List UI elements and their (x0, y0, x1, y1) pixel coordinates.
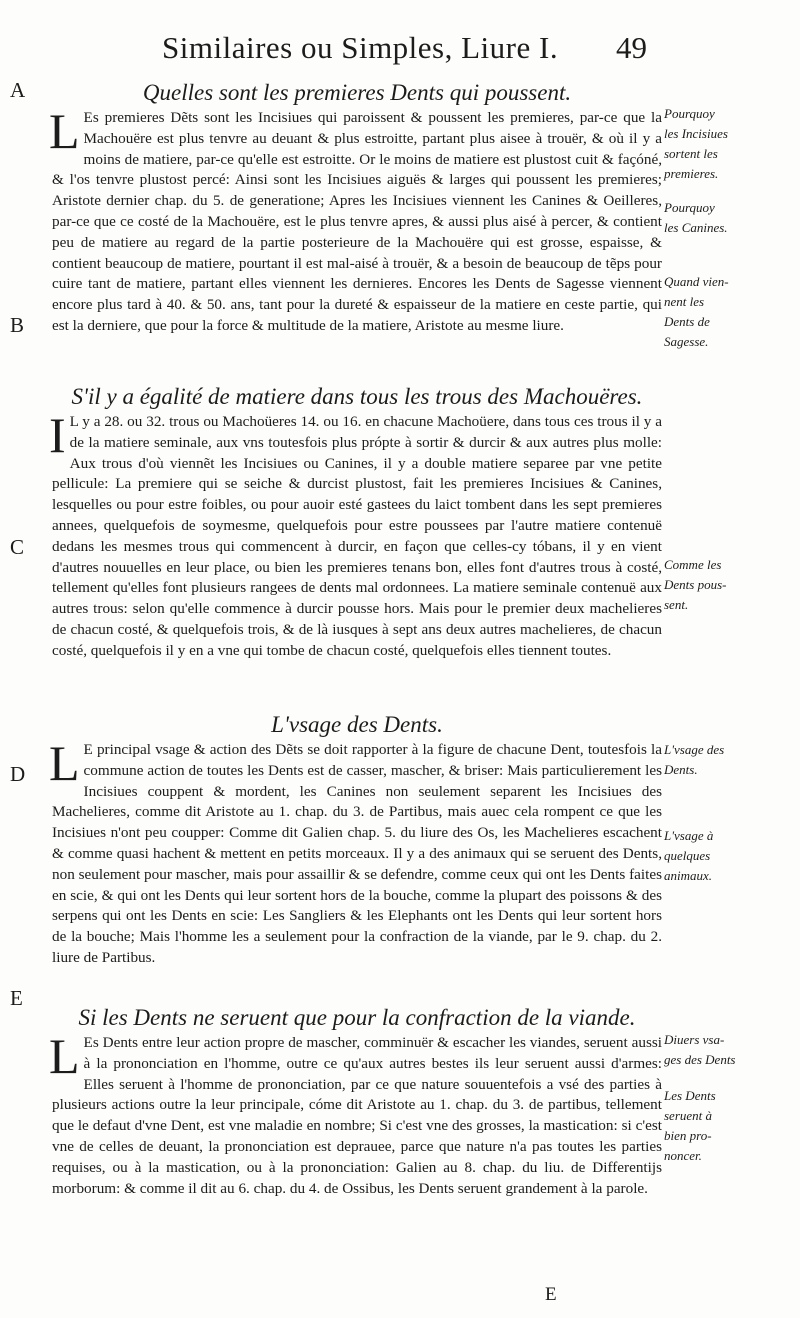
section-heading: Quelles sont les premieres Dents qui poussent. (142, 80, 572, 105)
section-heading: L'vsage des Dents. (271, 712, 443, 737)
margin-letter-a: A (10, 78, 26, 102)
section-paragraph (49, 103, 662, 337)
paragraph-text: L y a 28. ou 32. trous ou Machoüeres 14. ou 16. en chacune Machoüere, dans tous ces trous il y a de la matiere seminale, aux vns toutesfois plus própte à sortir & durcir & aux autres plus molle: Aux trous d'où viennẽt les Incisiues ou Canines, il y a double matiere separee par vne petite pellicule: La premiere qui se seiche & durcist plustost, fait les premieres Incisiues & Canines, lesquelles ou pour estre foibles, ou pour auoir esté gastees du laict tombent dans les sept premieres annees, quelquefois de soymesme, quelquefois pour estre poussees par l'autre matiere contenuë dedans les mesmes trous qui commencent à durcir, en façon que celles-cy tóbans, il y en vient d'autres nouuelles en leur place, ou bien les premieres tenans bon, elles font d'autres trous à costé, tellement qu'elles font plusieurs rangees de dents mal ordonnees. La matiere seminale contenuë aux autres trous: selon qu'elle commence à durcir pousse hors. Mais pour le premier deux machelieres de chacun costé, & quelquefois trois, & de là iusques à sept ans deux autres machelieres, de chacun costé, quelquefois il y en a vne qui tombe de chacun costé, quelquefois elles tiennent toutes. (52, 413, 662, 659)
margin-note-wisdom-teeth: Quand vien- nent les Dents de Sagesse. (664, 274, 729, 349)
margin-note-canines: Pourquoy les Canines. (664, 200, 728, 235)
margin-note-use-of-teeth: L'vsage des Dents. (664, 742, 725, 777)
section-paragraph (49, 735, 662, 969)
margin-letter-e: E (10, 986, 23, 1010)
paragraph-text: Es Dents entre leur action propre de mascher, comminuër & escacher les viandes, seruent aussi à la prononciation en l'homme, outre ce qu'aux autres bestes ils leur seruent aussi d'armes: Elles seruent à l'homme de prononciation, par ce que nature souuentefois a vsé des parties à plusieurs actions outre la leur principale, cóme dit Aristote au 1. chap. du 3. de partibus, tellement que le defaut d'vne Dent, est vne maladie en nombre; Si c'est vne des grosses, la mastication: si c'est vne de celles de deuant, la prononciation est deprauee, parce que nature n'a pas toutes les parties requises, ou à la mastication, ou à la prononciation: Galien au 8. chap. du liu. de Differentijs morborum: & comme il dit au 6. chap. du 4. de Ossibus, les Dents seruent grandement à la parole. (52, 1034, 662, 1197)
running-head (140, 28, 660, 72)
margin-letter-b: B (10, 313, 25, 337)
drop-cap: I (49, 407, 66, 463)
margin-note-use-in-animals: L'vsage à quelques animaux. (664, 828, 714, 883)
margin-note-incisors: Pourquoy les Incisiues sortent les premieres. (664, 106, 728, 181)
drop-cap: L (49, 735, 80, 791)
drop-cap: L (49, 1028, 80, 1084)
section-heading: S'il y a égalité de matiere dans tous les trous des Machouëres. (71, 384, 643, 409)
section-paragraph (49, 407, 662, 662)
margin-note-how-teeth-grow: Comme les Dents pous- sent. (664, 557, 727, 612)
margin-letter-d: D (10, 762, 26, 786)
paragraph-text: Es premieres Dẽts sont les Incisiues qui paroissent & poussent les premieres, par-ce que la Machouëre est plus tenvre au deuant & plus estroitte, partant plus aisee à trouër, & où il y a moins de matiere, par-ce qu'elle est estroitte. Or le moins de matiere est plustost cuit & façóné, & l'os tenvre plustost percé: Ainsi sont les Incisiues aiguës & larges qui poussent les premieres; Aristote dernier chap. du 5. de generatione; Apres les Incisiues viennent les Canines & Oeilleres, par-ce que ce costé de la Machouëre, est le plus tenvre apres, & aussi plus aisé à percer, & contient peu de matiere au regard de la partie posterieure de la Machouëre qui est grosse, espaisse, & contient beaucoup de matiere, pourtant il est mal-aisé à trouër, & a besoin de beaucoup de tẽps pour cuire tant de matiere, partant elles viennent les dernieres. Encores les Dents de Sagesse viennent encore plus tard à 40. & 50. ans, tant pour la dureté & espaisseur de la matiere en ceste partie, qui est la derniere, que pour la force & multitude de la matiere, Aristote au mesme liure. (52, 109, 662, 334)
margin-letter-c: C (10, 535, 25, 559)
drop-cap: L (49, 103, 80, 159)
page-number: 49 (616, 30, 647, 65)
section-equal-matter (49, 382, 662, 662)
section-use-of-teeth (49, 710, 662, 969)
section-other-uses (49, 1003, 662, 1199)
margin-note-pronunciation: Les Dents seruent à bien pro- noncer. (664, 1088, 716, 1163)
section-heading: Si les Dents ne seruent que pour la confraction de la viande. (78, 1005, 636, 1030)
margin-note-various-uses: Diuers vsa- ges des Dents (664, 1032, 736, 1067)
paragraph-text: E principal vsage & action des Dẽts se doit rapporter à la figure de chacune Dent, toutesfois la commune action de toutes les Dents est de casser, mascher, & briser: Mais particulierement les Incisiues couppent & mordent, les Canines non seulement separent les Incisiues des Machelieres, comme dit Aristote au 1. chap. du 3. de Partibus, mais auec cela rompent ce que les Incisiues n'ont peu coupper: Comme dit Galien chap. 5. du liure des Os, les Machelieres escachent & comme quasi hachent & mettent en petits morceaux. Il y a des animaux qui se seruent des Dents, non seulement pour mascher, mais pour assaillir & se defendre, comme ceux qui ont les Dents faites en scie, & qui ont les Dents qui leur sortent hors de la bouche, comme la plupart des poissons & des serpens qui ont les Dents en scie: Les Sangliers & les Elephants ont les Dents qui leur sortent hors de la bouche; Mais l'homme les a seulement pour la confraction de la viande, par le 9. chap. du 2. liure de Partibus. (52, 741, 662, 966)
section-first-teeth (49, 78, 662, 337)
catchword: E (545, 1284, 557, 1305)
section-paragraph (49, 1028, 662, 1199)
running-head-title: Similaires ou Simples, Liure I. (162, 30, 559, 65)
